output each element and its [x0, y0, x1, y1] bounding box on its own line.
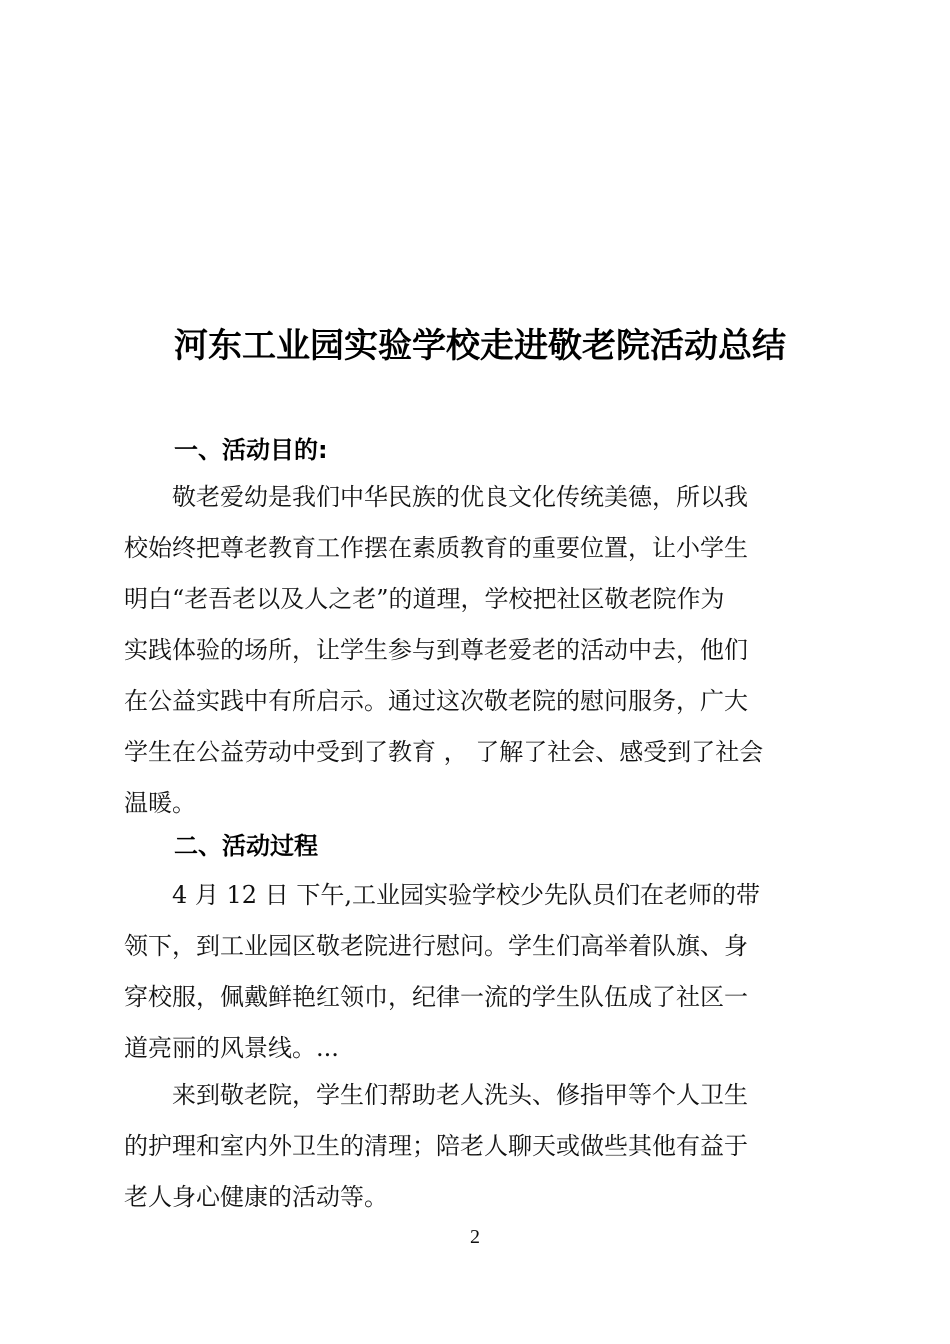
section-heading-process: 二、活动过程	[174, 832, 318, 860]
paragraph-line: 老人身心健康的活动等。	[124, 1183, 388, 1211]
paragraph-line: 敬老爱幼是我们中华民族的优良文化传统美德，所以我	[172, 483, 748, 511]
paragraph-line: 的护理和室内外卫生的清理；陪老人聊天或做些其他有益于	[124, 1132, 748, 1160]
section-heading-purpose: 一、活动目的:	[174, 436, 328, 464]
paragraph-line: 明白“老吾老以及人之老”的道理，学校把社区敬老院作为	[124, 585, 725, 613]
paragraph-line: 实践体验的场所，让学生参与到尊老爱老的活动中去，他们	[124, 636, 748, 664]
document-title: 河东工业园实验学校走进敬老院活动总结	[174, 326, 786, 366]
purpose-paragraph	[124, 472, 804, 829]
paragraph-line: 来到敬老院，学生们帮助老人洗头、修指甲等个人卫生	[172, 1081, 748, 1109]
page-number: 2	[470, 1226, 480, 1248]
paragraph-line: 校始终把尊老教育工作摆在素质教育的重要位置，让小学生	[124, 534, 748, 562]
paragraph-line: 在公益实践中有所启示。通过这次敬老院的慰问服务，广大	[124, 687, 748, 715]
paragraph-line: 学生在公益劳动中受到了教育 ， 了解了社会、感受到了社会	[124, 738, 764, 766]
paragraph-line: 穿校服，佩戴鲜艳红领巾，纪律一流的学生队伍成了社区一	[124, 983, 748, 1011]
paragraph-line: 4 月 12 日 下午,工业园实验学校少先队员们在老师的带	[172, 881, 760, 909]
process-paragraph-1	[124, 870, 804, 1074]
paragraph-line: 领下，到工业园区敬老院进行慰问。学生们高举着队旗、身	[124, 932, 748, 960]
paragraph-line: 温暖。	[124, 789, 196, 817]
process-paragraph-2	[124, 1070, 804, 1223]
paragraph-line: 道亮丽的风景线。...	[124, 1034, 339, 1062]
